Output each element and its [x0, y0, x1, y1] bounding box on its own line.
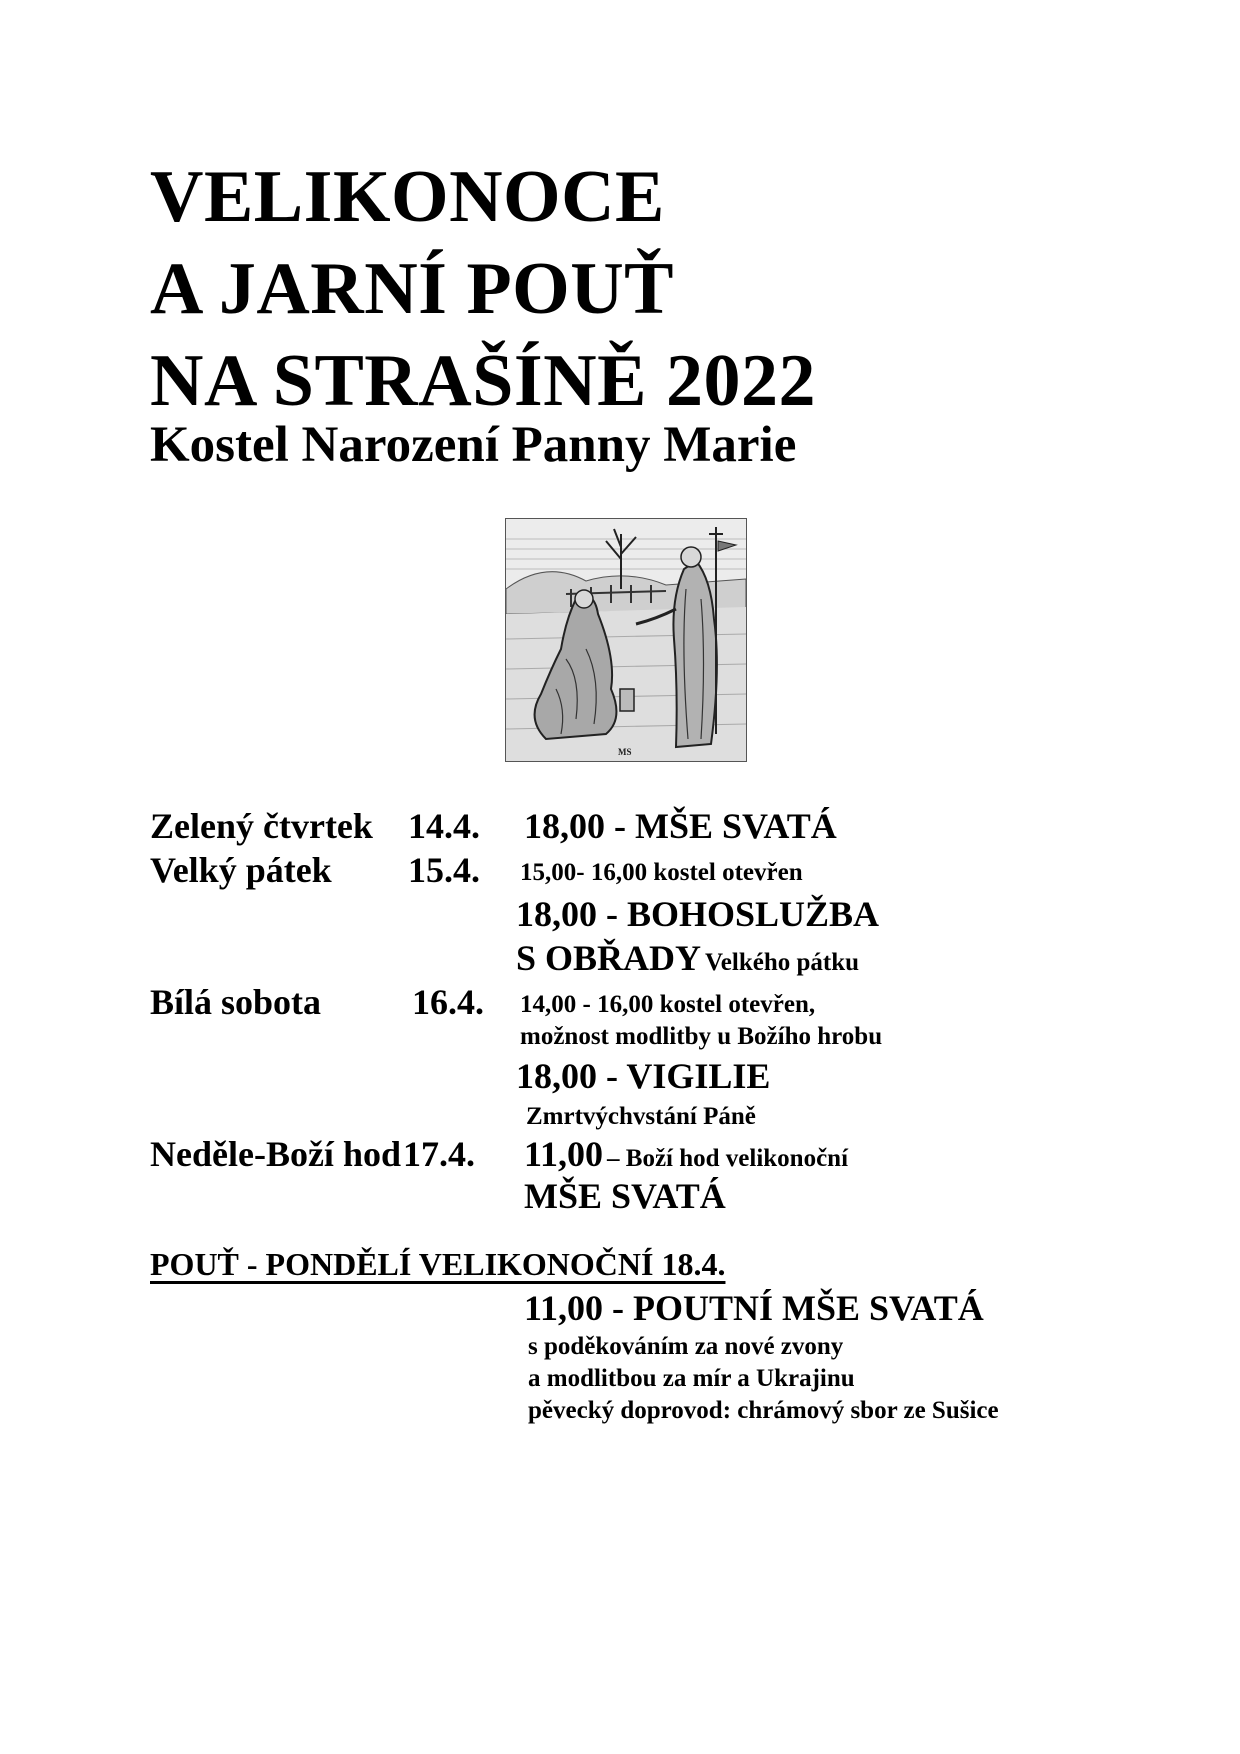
- engraving-image: [505, 518, 747, 762]
- pout-heading: POUŤ - PONDĚLÍ VELIKONOČNÍ 18.4.: [150, 1246, 726, 1282]
- nedele-time-big: 11,00: [524, 1134, 604, 1174]
- subtitle: Kostel Narození Panny Marie: [150, 417, 797, 473]
- pout-note-1: s poděkováním za nové zvony: [528, 1333, 844, 1360]
- nedele-date: 17.4.: [403, 1134, 475, 1174]
- pout-note-2: a modlitbou za mír a Ukrajinu: [528, 1365, 855, 1392]
- nedele-mass: MŠE SVATÁ: [524, 1176, 726, 1216]
- nedele-time-rest: – Boží hod velikonoční: [607, 1145, 849, 1172]
- title-line-2: A JARNÍ POUŤ: [150, 248, 675, 330]
- pout-note-3: pěvecký doprovod: chrámový sbor ze Sušice: [528, 1397, 999, 1424]
- sobota-open: 14,00 - 16,00 kostel otevřen,: [520, 991, 816, 1018]
- patek-rites-small: Velkého pátku: [705, 949, 860, 976]
- sobota-vigil: 18,00 - VIGILIE: [516, 1056, 771, 1096]
- sobota-prayer: možnost modlitby u Božího hrobu: [520, 1023, 883, 1050]
- patek-service: 18,00 - BOHOSLUŽBA: [516, 894, 880, 934]
- patek-day: Velký pátek: [150, 850, 332, 890]
- sobota-date: 16.4.: [412, 982, 484, 1022]
- patek-rites: [516, 940, 859, 976]
- engraving-monogram: MS: [618, 747, 632, 757]
- patek-date: 15.4.: [408, 850, 480, 890]
- nedele-day: Neděle-Boží hod: [150, 1134, 401, 1174]
- noli-me-tangere-icon: [506, 519, 746, 761]
- sobota-day: Bílá sobota: [150, 982, 322, 1022]
- sobota-vigil-sub: Zmrtvýchvstání Páně: [526, 1103, 756, 1130]
- patek-open: 15,00- 16,00 kostel otevřen: [520, 859, 803, 886]
- zeleny-day: Zelený čtvrtek: [150, 806, 373, 846]
- title-line-1: VELIKONOCE: [150, 156, 665, 238]
- zeleny-date: 14.4.: [408, 806, 480, 846]
- pout-mass: 11,00 - POUTNÍ MŠE SVATÁ: [524, 1288, 984, 1328]
- nedele-time: [524, 1136, 848, 1172]
- patek-rites-big: S OBŘADY: [516, 938, 702, 978]
- title-line-3: NA STRAŠÍNĚ 2022: [150, 340, 816, 422]
- zeleny-time: 18,00 - MŠE SVATÁ: [524, 806, 837, 846]
